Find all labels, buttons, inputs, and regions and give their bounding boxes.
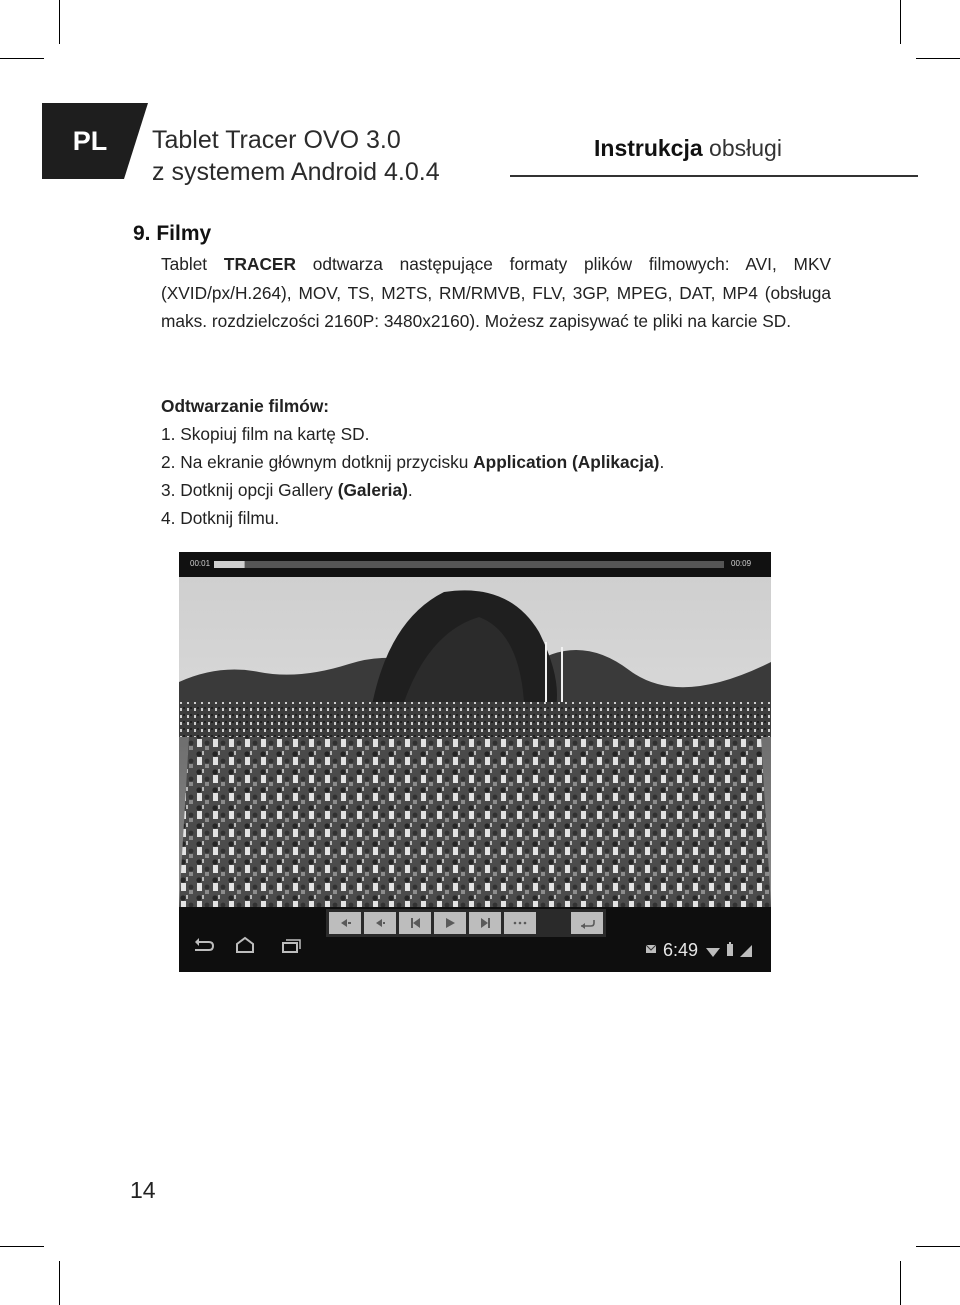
page-number: 14 — [130, 1177, 156, 1203]
playback-heading: Odtwarzanie filmów: — [161, 396, 330, 416]
more-button[interactable] — [504, 912, 536, 934]
para-text-a: Tablet — [161, 254, 224, 274]
crop-mark — [900, 1261, 901, 1305]
step-3 — [161, 476, 861, 504]
progress-track[interactable] — [214, 561, 724, 568]
step-4: 4. Dotknij filmu. — [161, 508, 280, 528]
para-text-b: odtwarza następujące formaty plików filmowych: AVI, MKV (XVID/px/H.264), MOV, TS, M2TS, RM/RMVB, FLV, 3GP, MPEG, DAT, MP4 (obsługa maks. rozdzielczości 2160P: 3480x2160). Możesz zapisywać te pliki na karcie SD. — [161, 254, 832, 331]
step-3-text: 3. Dotknij opcji Gallery — [161, 480, 338, 500]
battery-icon — [727, 942, 733, 956]
document-title — [152, 124, 440, 188]
section-title: 9. Filmy — [133, 222, 212, 245]
title-line-2: z systemem Android 4.0.4 — [152, 158, 440, 186]
step-3-end: . — [407, 480, 413, 500]
language-tab — [42, 103, 148, 179]
duration-time: 00:09 — [731, 559, 752, 568]
elapsed-time: 00:01 — [190, 559, 211, 568]
header-rule — [510, 175, 918, 177]
step-1: 1. Skopiuj film na kartę SD. — [161, 424, 370, 444]
play-button[interactable] — [434, 912, 466, 934]
crop-mark — [916, 58, 960, 59]
previous-button[interactable] — [399, 912, 431, 934]
crop-mark — [59, 1261, 60, 1305]
crop-mark — [59, 0, 60, 44]
step-2-text: 2. Na ekranie głównym dotknij przycisku — [161, 452, 474, 472]
step-2 — [161, 448, 861, 476]
step-2-bold: Application (Aplikacja) — [473, 452, 660, 472]
title-line-1: Tablet Tracer OVO 3.0 — [152, 126, 401, 154]
crop-mark — [900, 0, 901, 44]
video-player-screenshot — [179, 552, 771, 972]
brand-name: TRACER — [223, 254, 296, 274]
crop-mark — [0, 58, 44, 59]
manual-label-bold: Instrukcja — [594, 135, 703, 161]
playback-steps — [161, 392, 861, 532]
progress-fill — [214, 561, 245, 568]
next-button[interactable] — [469, 912, 501, 934]
email-notification-icon — [646, 945, 656, 953]
manual-label-regular: obsługi — [709, 135, 782, 161]
step-2-end: . — [659, 452, 665, 472]
language-code: PL — [72, 126, 108, 156]
crop-mark — [916, 1246, 960, 1247]
formats-paragraph — [161, 250, 831, 336]
loop-button[interactable] — [571, 912, 603, 934]
status-clock: 6:49 — [663, 940, 699, 960]
manual-label — [594, 135, 782, 162]
step-3-bold: (Galeria) — [337, 480, 408, 500]
volume-down-button[interactable] — [364, 912, 396, 934]
crop-mark — [0, 1246, 44, 1247]
rewind-button[interactable] — [329, 912, 361, 934]
video-frame — [179, 552, 771, 972]
